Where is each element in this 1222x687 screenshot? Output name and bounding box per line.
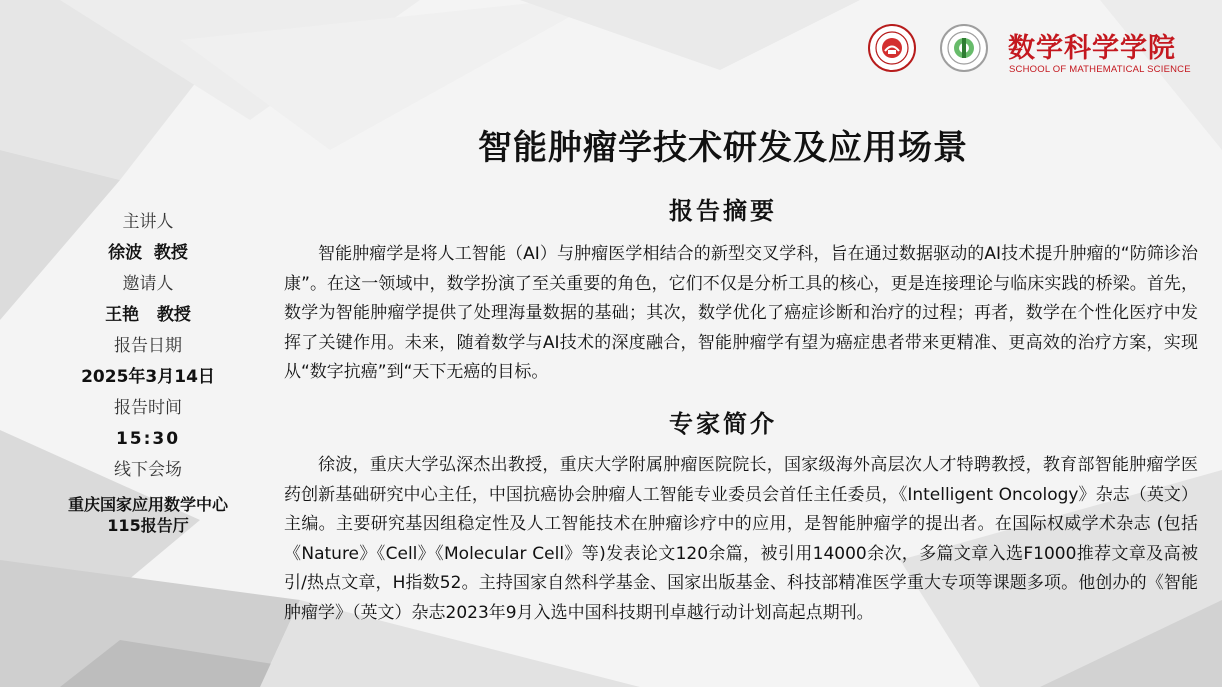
school-name: 数学科学学院 <box>1008 33 1176 64</box>
venue-label: 线下会场 <box>114 460 182 480</box>
abstract-heading: 报告摘要 <box>669 197 777 225</box>
time-label: 报告时间 <box>114 398 182 418</box>
lecture-date: 2025年3月14日 <box>81 367 215 387</box>
expert-bio-heading: 专家简介 <box>669 410 777 438</box>
host-name: 王艳 教授 <box>105 305 191 325</box>
speaker-label: 主讲人 <box>122 212 174 232</box>
school-name-english: SCHOOL OF MATHEMATICAL SCIENCE <box>1009 64 1191 75</box>
lecture-info-panel <box>50 206 246 536</box>
expert-bio-text: 徐波，重庆大学弘深杰出教授，重庆大学附属肿瘤医院院长，国家级海外高层次人才特聘教授，教育部智能肿瘤学医药创新基础研究中心主任，中国抗癌协会肿瘤人工智能专业委员会首任主任委员，《Intelligent Oncology》杂志（英文）主编。主要研究基因组稳定性及人工智能技术在肿瘤诊疗中的应用，是智能肿瘤学的提出者。在国际权威学术杂志 (包括《Nature》《Cell》《Molecular Cell》等)发表论文120余篇，被引用14000余次，多篇文章入选F1000推荐文章及高被引/热点文章，H指数52。主持国家自然科学基金、国家出版基金、科技部精准医学重大专项等课题多项。他创办的《智能肿瘤学》（英文）杂志2023年9月入选中国科技期刊卓越行动计划高起点期刊。 <box>284 455 1198 623</box>
abstract-text: 智能肿瘤学是将人工智能（AI）与肿瘤医学相结合的新型交叉学科，旨在通过数据驱动的AI技术提升肿瘤的“防筛诊治康”。在这一领域中，数学扮演了至关重要的角色，它们不仅是分析工具的核心，更是连接理论与临床实践的桥梁。首先，数学为智能肿瘤学提供了处理海量数据的基础；其次，数学优化了癌症诊断和治疗的过程；再者，数学在个性化医疗中发挥了关键作用。未来，随着数学与AI技术的深度融合，智能肿瘤学有望为癌症患者带来更精准、更高效的治疗方案，实现从“数字抗癌”到“天下无癌的目标。 <box>284 244 1198 382</box>
speaker-name: 徐波 教授 <box>108 243 188 263</box>
date-label: 报告日期 <box>114 336 182 356</box>
lecture-time: 15:30 <box>115 429 181 449</box>
venue <box>50 494 246 536</box>
host-label: 邀请人 <box>122 274 174 294</box>
college-logo-icon <box>940 24 988 72</box>
venue-line-2: 115报告厅 <box>107 516 189 535</box>
venue-line-1: 重庆国家应用数学中心 <box>67 495 228 514</box>
page-title: 智能肿瘤学技术研发及应用场景 <box>478 128 968 168</box>
university-seal-icon <box>868 24 916 72</box>
